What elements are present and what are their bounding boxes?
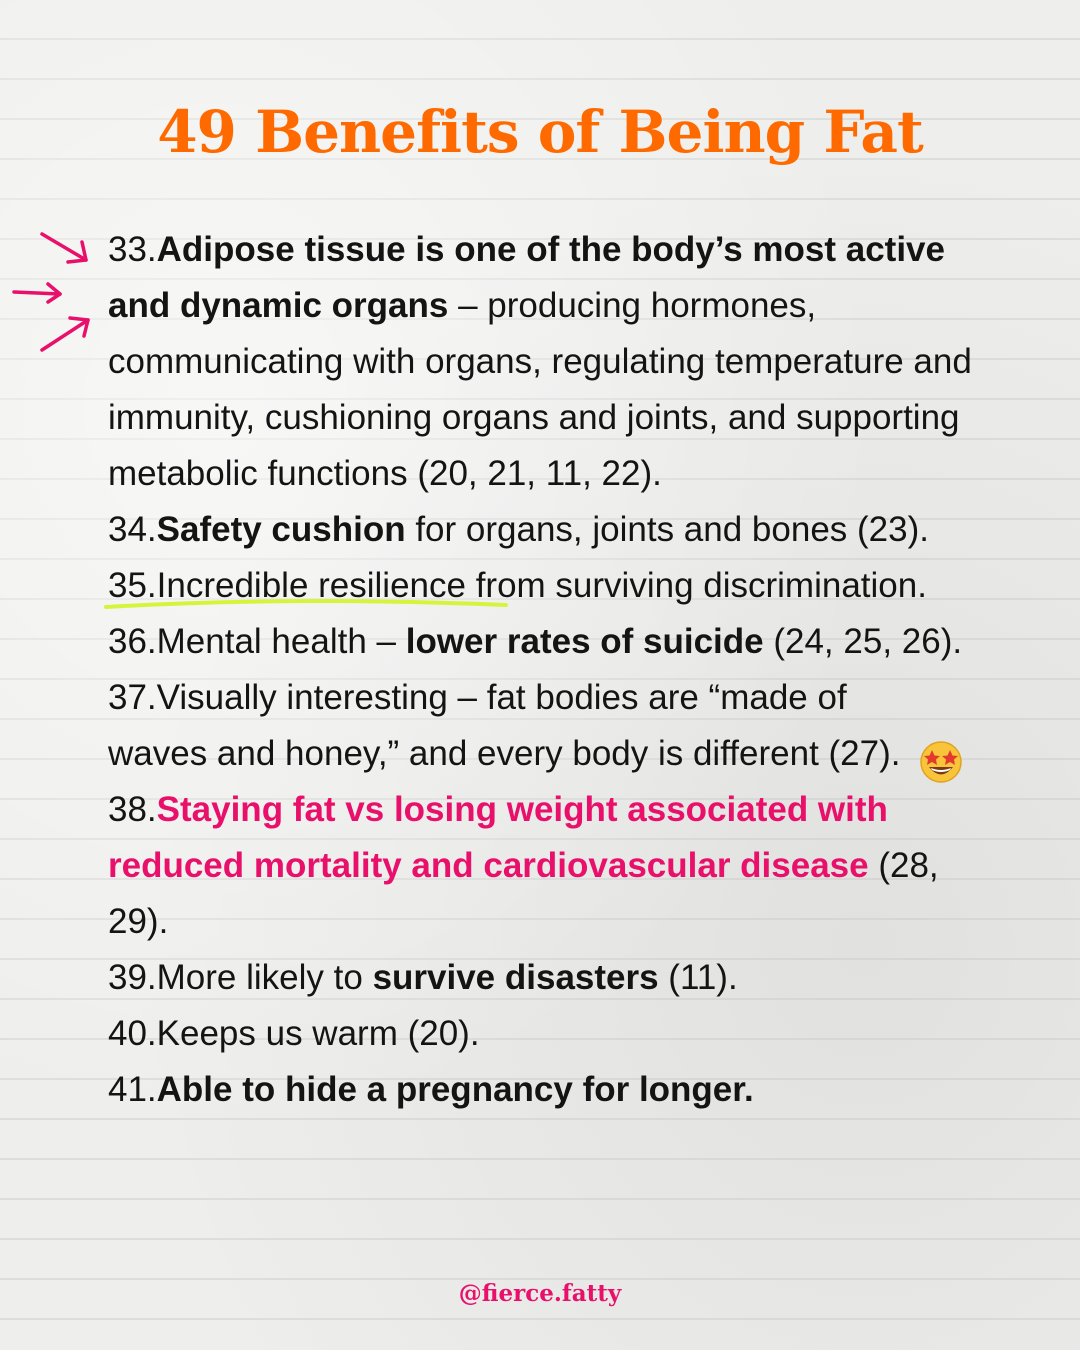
author-handle: @fierce.fatty xyxy=(458,1280,622,1307)
item-number: 36. xyxy=(108,622,157,661)
list-item-33 xyxy=(108,222,988,502)
item-number: 38. xyxy=(108,790,157,829)
star-struck-emoji-icon xyxy=(919,740,963,784)
item-text: Keeps us warm (20). xyxy=(156,1014,480,1053)
item-text: Mental health – xyxy=(156,622,406,661)
item-bold-text: Safety cushion xyxy=(156,510,406,549)
list-item-37 xyxy=(108,670,988,782)
item-text: (11). xyxy=(658,958,738,997)
item-number: 33. xyxy=(108,230,157,269)
highlight-underline xyxy=(104,598,508,610)
pink-arrows-icon xyxy=(0,220,110,360)
item-text: More likely to xyxy=(156,958,373,997)
item-number: 41. xyxy=(108,1070,157,1109)
item-bold-text: Adipose tissue is one of the body’s most active and dynamic organs xyxy=(108,230,945,325)
list-item-40 xyxy=(108,1006,988,1062)
list-item-39 xyxy=(108,950,988,1006)
item-bold-text: Able to hide a pregnancy for longer. xyxy=(156,1070,754,1109)
page-title: 49 Benefits of Being Fat xyxy=(157,98,923,166)
benefits-list xyxy=(108,222,988,1118)
item-text: Visually interesting – fat bodies are “made of waves and honey,” and every body is different (27). xyxy=(108,678,901,773)
list-item-41 xyxy=(108,1062,988,1118)
item-number: 40. xyxy=(108,1014,157,1053)
item-number: 34. xyxy=(108,510,157,549)
item-text: Incredible resilience from surviving discrimination. xyxy=(156,566,927,605)
item-number: 35. xyxy=(108,566,157,605)
item-text: – producing hormones, communicating with organs, regulating temperature and immunity, cushioning organs and joints, and supporting metabolic functions (20, 21, 11, 22). xyxy=(108,286,972,493)
list-item-38 xyxy=(108,782,988,950)
item-text: (24, 25, 26). xyxy=(763,622,963,661)
item-bold-text: lower rates of suicide xyxy=(405,622,764,661)
item-number: 39. xyxy=(108,958,157,997)
list-item-34 xyxy=(108,502,988,558)
item-text: (28, 29). xyxy=(108,846,939,941)
item-text: for organs, joints and bones (23). xyxy=(405,510,929,549)
item-number: 37. xyxy=(108,678,157,717)
item-highlight-text: Staying fat vs losing weight associated with reduced mortality and cardiovascular disease xyxy=(108,790,888,885)
list-item-36 xyxy=(108,614,988,670)
item-bold-text: survive disasters xyxy=(372,958,659,997)
